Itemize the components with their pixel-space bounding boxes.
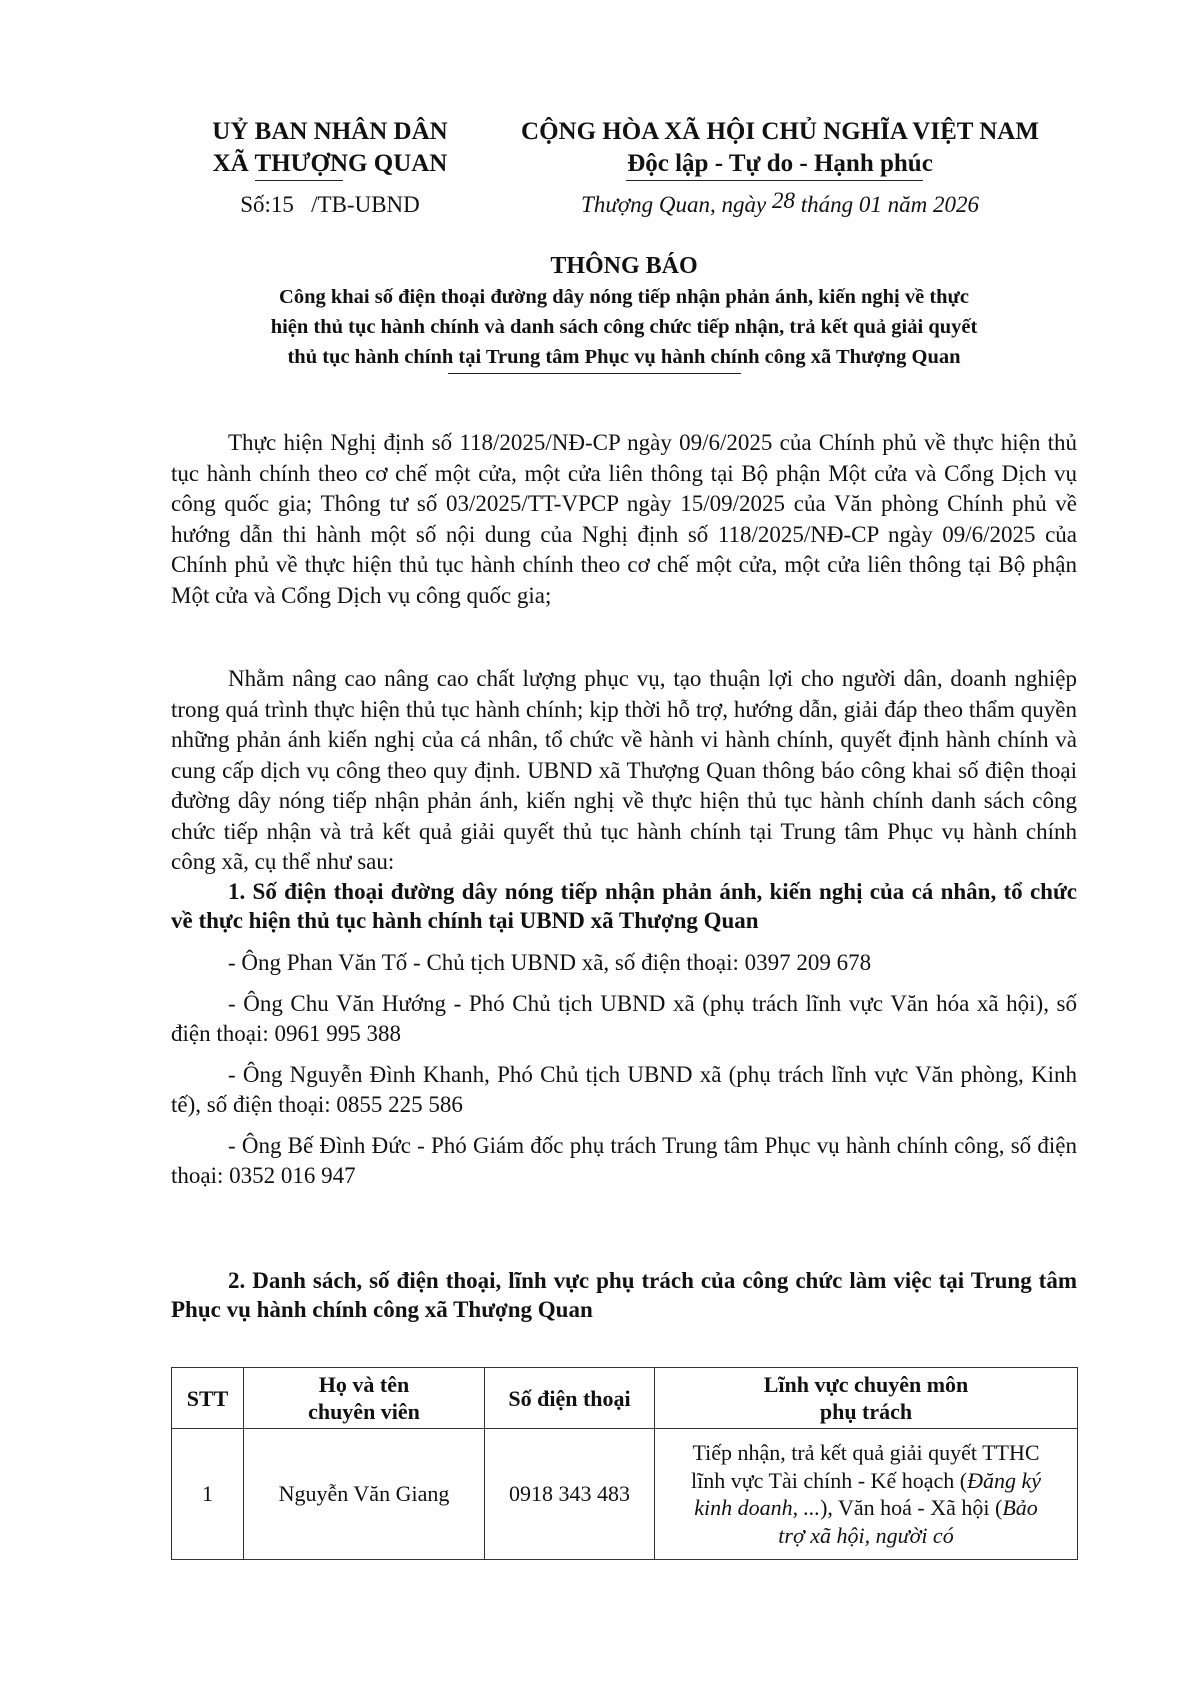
doc-number-suffix: /TB-UBND bbox=[311, 192, 420, 217]
staff-table bbox=[171, 1367, 1078, 1560]
authority-underline bbox=[255, 180, 343, 181]
country-name: CỘNG HÒA XÃ HỘI CHỦ NGHĨA VIỆT NAM bbox=[521, 118, 1039, 145]
cell-domain bbox=[655, 1429, 1078, 1560]
cell-name: Nguyễn Văn Giang bbox=[244, 1429, 485, 1560]
issuing-authority-block bbox=[170, 116, 490, 220]
table-row bbox=[172, 1429, 1078, 1560]
paragraph-text: Thực hiện Nghị định số 118/2025/NĐ-CP ngày 09/6/2025 của Chính phủ về thực hiện thủ tục hành chính theo cơ chế một cửa, một cửa liên thông tại Bộ phận Một cửa và Cổng Dịch vụ công quốc gia; Thông tư số 03/2025/TT-VPCP ngày 15/09/2025 của Văn phòng Chính phủ về hướng dẫn thi hành một số nội dung của Nghị định số 118/2025/NĐ-CP ngày 09/6/2025 của Chính phủ về thực hiện thủ tục hành chính theo cơ chế một cửa, một cửa liên thông tại Bộ phận Một cửa và Cổng Dịch vụ công quốc gia; bbox=[171, 430, 1077, 608]
hotline-item: - Ông Bế Đình Đức - Phó Giám đốc phụ trách Trung tâm Phục vụ hành chính công, số điện thoại: 0352 016 947 bbox=[171, 1133, 1077, 1188]
cell-phone: 0918 343 483 bbox=[485, 1429, 655, 1560]
domain-text: ), Văn hoá - Xã hội ( bbox=[820, 1495, 1003, 1520]
header-name-line2: chuyên viên bbox=[308, 1399, 420, 1424]
document-title: THÔNG BÁO bbox=[550, 253, 698, 279]
header-stt: STT bbox=[172, 1368, 244, 1429]
hotline-list bbox=[171, 948, 1077, 1202]
paragraph-purpose bbox=[171, 664, 1077, 878]
authority-line2: XÃ THƯỢNG QUAN bbox=[212, 150, 448, 177]
section-heading-text: 1. Số điện thoại đường dây nóng tiếp nhận phản ánh, kiến nghị của cá nhân, tổ chức về thực hiện thủ tục hành chính tại UBND xã Thượng Quan bbox=[171, 879, 1077, 933]
domain-text: Tiếp nhận, trả kết quả giải quyết TTHC lĩnh vực Tài chính - Kế hoạch ( bbox=[691, 1440, 1040, 1493]
section1-heading bbox=[171, 877, 1077, 935]
motto-underline bbox=[626, 180, 923, 181]
issue-date bbox=[510, 190, 1050, 220]
header-name bbox=[244, 1368, 485, 1429]
doc-number-value: 15 bbox=[270, 192, 294, 217]
doc-number-prefix: Số: bbox=[240, 192, 271, 217]
table-header-row bbox=[172, 1368, 1078, 1429]
domain-italic: Bảo trợ xã hội, người có bbox=[778, 1495, 1038, 1548]
section2-heading bbox=[171, 1266, 1077, 1324]
date-suffix: tháng 01 năm 2026 bbox=[800, 192, 979, 217]
subtitle-line: thủ tục hành chính tại Trung tâm Phục vụ hành chính công xã Thượng Quan bbox=[287, 346, 961, 368]
hotline-item: - Ông Nguyễn Đình Khanh, Phó Chủ tịch UBND xã (phụ trách lĩnh vực Văn phòng, Kinh tế), số điện thoại: 0855 225 586 bbox=[171, 1062, 1077, 1117]
subtitle-underline bbox=[448, 373, 741, 374]
authority-line1: UỶ BAN NHÂN DÂN bbox=[212, 118, 448, 145]
header-domain-line2: phụ trách bbox=[819, 1399, 913, 1424]
national-motto-block bbox=[510, 116, 1050, 220]
header-domain-line1: Lĩnh vực chuyên môn bbox=[763, 1372, 969, 1397]
hotline-item: - Ông Chu Văn Hướng - Phó Chủ tịch UBND xã (phụ trách lĩnh vực Văn hóa xã hội), số điện thoại: 0961 995 388 bbox=[171, 991, 1077, 1046]
header-name-line1: Họ và tên bbox=[318, 1372, 410, 1397]
document-number bbox=[170, 190, 490, 220]
cell-stt: 1 bbox=[172, 1429, 244, 1560]
paragraph-text: Nhằm nâng cao nâng cao chất lượng phục vụ, tạo thuận lợi cho người dân, doanh nghiệp trong quá trình thực hiện thủ tục hành chính; kịp thời hỗ trợ, hướng dẫn, giải đáp theo thẩm quyền những phản ánh kiến nghị của cá nhân, tổ chức về hành vi hành chính, quyết định hành chính và cung cấp dịch vụ công theo quy định. UBND xã Thượng Quan thông báo công khai số điện thoại đường dây nóng tiếp nhận phản ánh, kiến nghị về thực hiện thủ tục hành chính danh sách công chức tiếp nhận và trả kết quả giải quyết thủ tục hành chính tại Trung tâm Phục vụ hành chính công xã, cụ thể như sau: bbox=[171, 666, 1077, 874]
subtitle-line: Công khai số điện thoại đường dây nóng tiếp nhận phản ánh, kiến nghị về thực bbox=[279, 286, 969, 308]
hotline-item: - Ông Phan Văn Tố - Chủ tịch UBND xã, số điện thoại: 0397 209 678 bbox=[228, 950, 872, 975]
subtitle-line: hiện thủ tục hành chính và danh sách công chức tiếp nhận, trả kết quả giải quyết bbox=[270, 316, 978, 338]
date-day: 28 bbox=[771, 188, 795, 213]
document-subtitle bbox=[171, 282, 1077, 372]
motto: Độc lập - Tự do - Hạnh phúc bbox=[627, 150, 933, 177]
header-domain bbox=[655, 1368, 1078, 1429]
domain-italic: Đăng ký kinh doanh, ... bbox=[694, 1467, 1041, 1520]
date-prefix: Thượng Quan, ngày bbox=[581, 192, 767, 217]
paragraph-legal-basis bbox=[171, 428, 1077, 611]
section-heading-text: 2. Danh sách, số điện thoại, lĩnh vực phụ trách của công chức làm việc tại Trung tâm Phục vụ hành chính công xã Thượng Quan bbox=[171, 1268, 1077, 1322]
header-phone: Số điện thoại bbox=[485, 1368, 655, 1429]
